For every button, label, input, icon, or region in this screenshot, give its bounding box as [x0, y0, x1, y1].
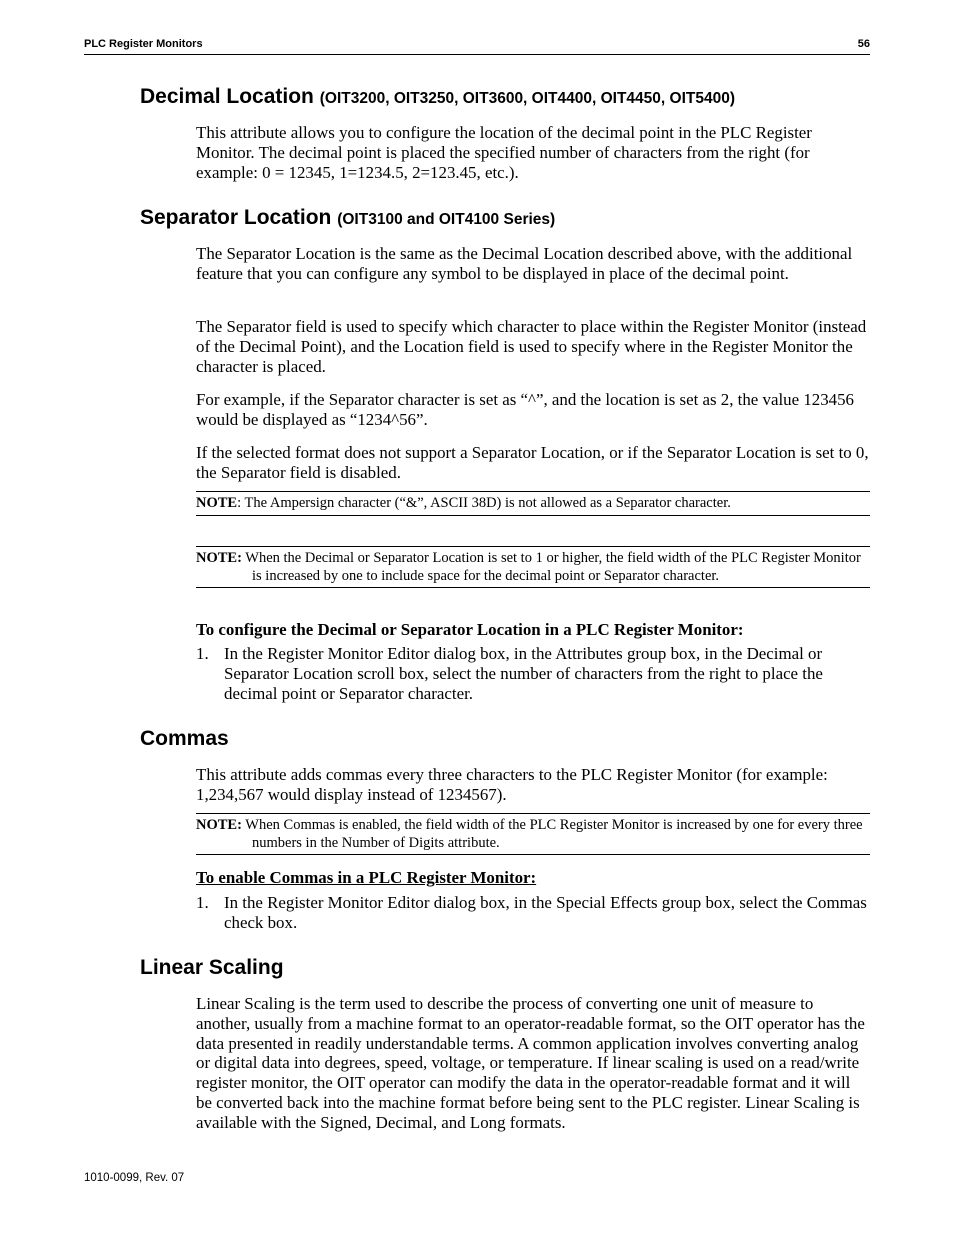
section-title: PLC Register Monitors — [84, 38, 203, 50]
decimal-location-heading — [140, 85, 735, 111]
note-text: When the Decimal or Separator Location is set to 1 or higher, the field width of the PLC Register Monitor is increased by one to include space for the decimal point or Separator character. — [241, 550, 861, 584]
note-commas — [196, 813, 870, 855]
separator-para-4: If the selected format does not support a Separator Location, or if the Separator Location is set to 0, the Separator field is disabled. — [196, 443, 869, 482]
note-label: NOTE — [196, 495, 238, 511]
note-label: NOTE: — [196, 550, 242, 566]
separator-location-heading — [140, 206, 555, 232]
note-text: When Commas is enabled, the field width of the PLC Register Monitor is increased by one for every three numbers in the Number of Digits attribute. — [241, 817, 863, 851]
note-ampersign — [196, 491, 870, 516]
step-number: 1. — [196, 893, 209, 912]
procedure-title-commas: To enable Commas in a PLC Register Monitor: — [196, 868, 537, 887]
note-label: NOTE: — [196, 817, 242, 833]
heading-models: (OIT3100 and OIT4100 Series) — [337, 211, 556, 228]
note-text: : The Ampersign character (“&”, ASCII 38D) is not allowed as a Separator character. — [237, 495, 731, 511]
step-text: In the Register Monitor Editor dialog box, in the Special Effects group box, select the Commas check box. — [224, 893, 867, 932]
page-footer: 1010-0099, Rev. 07 — [84, 1172, 185, 1184]
separator-para-3: For example, if the Separator character is set as “^”, and the location is set as 2, the value 123456 would be displayed as “1234^56”. — [196, 390, 854, 429]
note-field-width — [196, 546, 870, 588]
heading-models: (OIT3200, OIT3250, OIT3600, OIT4400, OIT4450, OIT5400) — [319, 90, 735, 107]
linear-scaling-heading: Linear Scaling — [140, 956, 284, 979]
linear-scaling-body: Linear Scaling is the term used to describe the process of converting one unit of measure to another, usually from a machine format to an operator-readable format, so the OIT operator has the data presented in readily understandable terms. A common application involves converting analog or digital data into degrees, speed, voltage, or temperature. If linear scaling is used on a read/write register monitor, the OIT operator can modify the data in the operator-readable format and it will be converted back into the machine format before being sent to the PLC register. Linear Scaling is available with the Signed, Decimal, and Long formats. — [196, 994, 865, 1132]
commas-heading: Commas — [140, 727, 229, 750]
page-header — [84, 38, 870, 55]
step-text: In the Register Monitor Editor dialog box, in the Attributes group box, in the Decimal or Separator Location scroll box, select the number of characters from the right to place the decimal point or Separator character. — [224, 644, 823, 703]
heading-text: Separator Location — [140, 206, 332, 229]
heading-text: Decimal Location — [140, 85, 314, 108]
separator-para-1: The Separator Location is the same as the Decimal Location described above, with the additional feature that you can configure any symbol to be displayed in place of the decimal point. — [196, 244, 853, 283]
decimal-location-body: This attribute allows you to configure the location of the decimal point in the PLC Register Monitor. The decimal point is placed the specified number of characters from the right (for example: 0 = 12345, 1=1234.5, 2=123.45, etc.). — [196, 123, 812, 182]
separator-para-2: The Separator field is used to specify which character to place within the Register Monitor (instead of the Decimal Point), and the Location field is used to specify where in the Register Monitor the character is placed. — [196, 317, 867, 376]
procedure-title-separator: To configure the Decimal or Separator Location in a PLC Register Monitor: — [196, 620, 744, 639]
step-number: 1. — [196, 644, 209, 663]
commas-body: This attribute adds commas every three characters to the PLC Register Monitor (for example: 1,234,567 would display instead of 1234567). — [196, 765, 828, 804]
page-number: 56 — [857, 38, 870, 50]
